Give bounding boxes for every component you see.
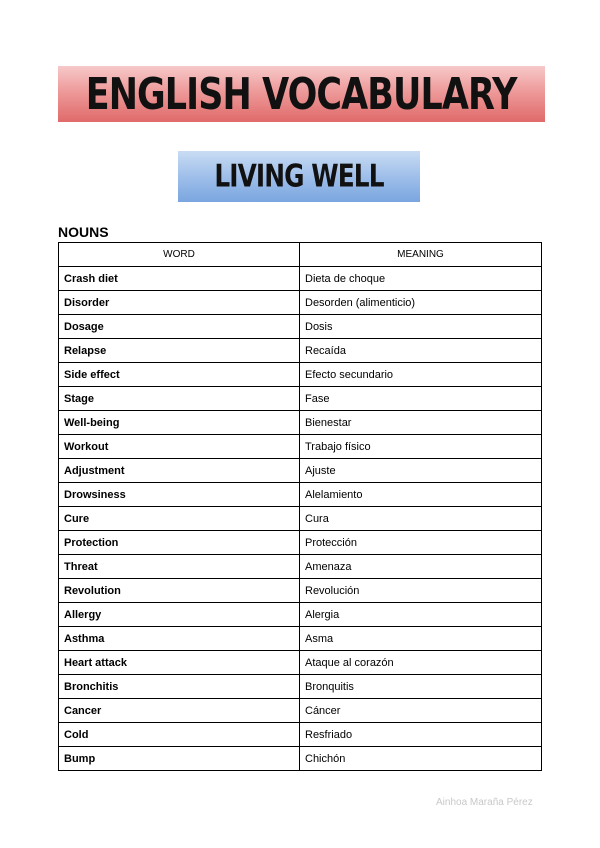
word-cell: Asthma — [59, 627, 300, 651]
meaning-cell: Ajuste — [300, 459, 542, 483]
word-cell: Bronchitis — [59, 675, 300, 699]
meaning-cell: Resfriado — [300, 723, 542, 747]
section-heading: NOUNS — [58, 224, 109, 240]
vocabulary-table — [58, 242, 542, 771]
word-cell: Cancer — [59, 699, 300, 723]
word-cell: Crash diet — [59, 267, 300, 291]
table-row — [59, 651, 542, 675]
word-cell: Dosage — [59, 315, 300, 339]
word-cell: Cold — [59, 723, 300, 747]
table-row — [59, 459, 542, 483]
table-row — [59, 747, 542, 771]
column-header-meaning: MEANING — [300, 243, 542, 267]
table-header-row — [59, 243, 542, 267]
word-cell: Stage — [59, 387, 300, 411]
table-row — [59, 483, 542, 507]
word-cell: Workout — [59, 435, 300, 459]
table-row — [59, 699, 542, 723]
subtitle-banner — [178, 151, 420, 202]
column-header-word: WORD — [59, 243, 300, 267]
word-cell: Side effect — [59, 363, 300, 387]
word-cell: Adjustment — [59, 459, 300, 483]
meaning-cell: Amenaza — [300, 555, 542, 579]
table-row — [59, 363, 542, 387]
table-row — [59, 507, 542, 531]
meaning-cell: Protección — [300, 531, 542, 555]
meaning-cell: Bienestar — [300, 411, 542, 435]
meaning-cell: Desorden (alimenticio) — [300, 291, 542, 315]
table-row — [59, 411, 542, 435]
meaning-cell: Asma — [300, 627, 542, 651]
word-cell: Heart attack — [59, 651, 300, 675]
word-cell: Cure — [59, 507, 300, 531]
table-row — [59, 339, 542, 363]
meaning-cell: Dosis — [300, 315, 542, 339]
table-body — [59, 267, 542, 771]
word-cell: Bump — [59, 747, 300, 771]
table-row — [59, 603, 542, 627]
word-cell: Drowsiness — [59, 483, 300, 507]
word-cell: Protection — [59, 531, 300, 555]
table-row — [59, 723, 542, 747]
word-cell: Disorder — [59, 291, 300, 315]
meaning-cell: Trabajo físico — [300, 435, 542, 459]
table-row — [59, 555, 542, 579]
meaning-cell: Alelamiento — [300, 483, 542, 507]
table-row — [59, 675, 542, 699]
meaning-cell: Cura — [300, 507, 542, 531]
meaning-cell: Fase — [300, 387, 542, 411]
word-cell: Well-being — [59, 411, 300, 435]
table-row — [59, 579, 542, 603]
word-cell: Revolution — [59, 579, 300, 603]
page-title: ENGLISH VOCABULARY — [86, 68, 517, 120]
word-cell: Threat — [59, 555, 300, 579]
page-subtitle: LIVING WELL — [214, 158, 384, 195]
meaning-cell: Revolución — [300, 579, 542, 603]
title-banner — [58, 66, 545, 122]
table-row — [59, 267, 542, 291]
table-row — [59, 435, 542, 459]
table-row — [59, 315, 542, 339]
table-row — [59, 387, 542, 411]
meaning-cell: Cáncer — [300, 699, 542, 723]
meaning-cell: Ataque al corazón — [300, 651, 542, 675]
meaning-cell: Efecto secundario — [300, 363, 542, 387]
meaning-cell: Chichón — [300, 747, 542, 771]
meaning-cell: Bronquitis — [300, 675, 542, 699]
author-footer: Ainhoa Maraña Pérez — [436, 797, 533, 808]
word-cell: Relapse — [59, 339, 300, 363]
meaning-cell: Recaída — [300, 339, 542, 363]
meaning-cell: Alergia — [300, 603, 542, 627]
table-row — [59, 627, 542, 651]
table-row — [59, 291, 542, 315]
word-cell: Allergy — [59, 603, 300, 627]
meaning-cell: Dieta de choque — [300, 267, 542, 291]
table-row — [59, 531, 542, 555]
